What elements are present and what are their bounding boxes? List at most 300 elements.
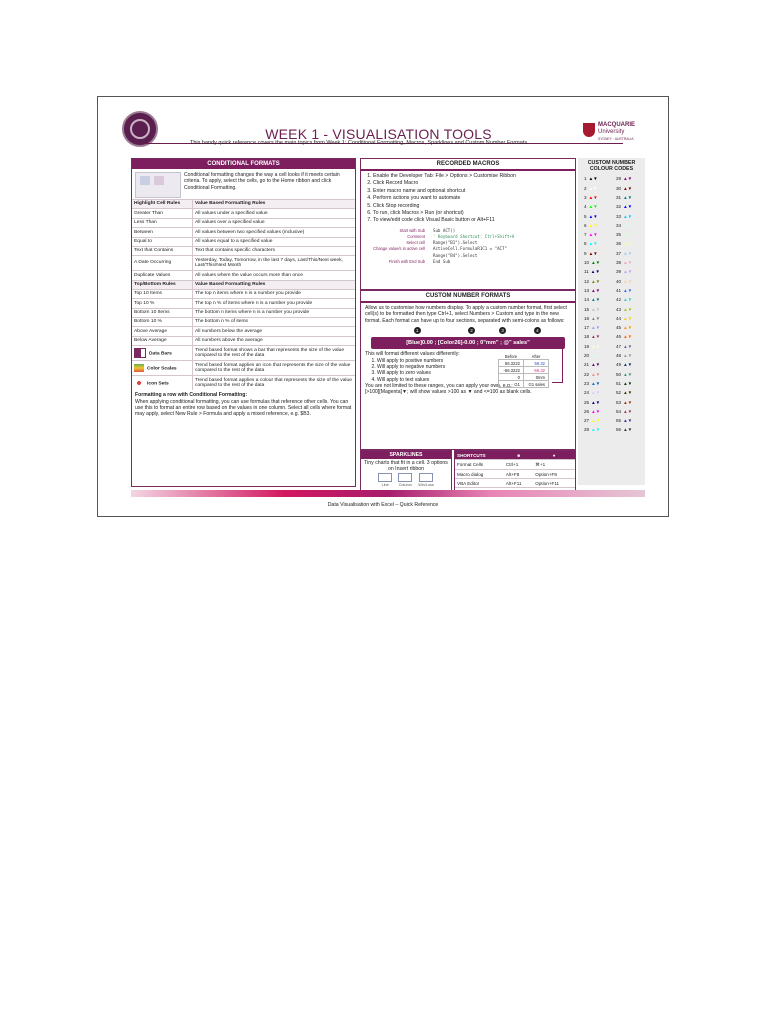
shortcut-mac: ⌘+1 [533,460,575,470]
macro-step: 7. To view/edit code click Visual Basic button or Alt+F11 [373,217,575,224]
colour-code-row [578,324,645,333]
colour-swatch-glyph: ▲▼ [591,297,601,303]
colour-code-left [584,214,598,219]
colour-code-left [584,400,600,405]
rule-description: Value Based Formatting Rules [193,280,356,289]
colour-code-left [584,325,600,330]
colour-code-left [584,372,600,377]
colour-swatch-glyph: ▲▼ [623,408,633,414]
recorded-macros-heading: RECORDED MACROS [361,159,575,171]
page-title: WEEK 1 - VISUALISATION TOOLS [265,126,492,142]
colour-swatch-glyph: ▲▼ [623,222,633,228]
colour-swatch-glyph: ▲▼ [623,195,633,200]
macro-step: 3. Enter macro name and optional shortcut [373,188,575,195]
colour-swatch-glyph: ▲▼ [591,399,601,405]
colour-number: 13 [584,287,590,293]
colour-code-row [578,231,645,240]
format-section-item: 4. Will apply to text values [377,377,571,383]
colour-code-right [616,409,632,414]
sparkline-column-icon [398,473,412,482]
colour-swatch-glyph: ▲▼ [591,362,601,368]
colour-swatch-glyph: ▲▼ [591,287,601,293]
format-lead: This will format different values differently: [365,351,460,358]
format-section-marker: 2 [468,327,475,334]
colour-swatch-glyph: ▲▼ [623,278,633,284]
row-formatting-note [132,390,355,420]
shortcuts-panel [454,450,576,491]
rule-description: The top n items where n is a number you provide [193,289,356,298]
colour-code-right [616,353,632,358]
conditional-formats-intro: Conditional formatting changes the way a cell looks if it meets certain criteria. To apply, select the cells, go to the Home ribbon and click Conditional Formatting. [184,172,340,191]
sparkline-type-column [398,473,412,487]
colour-number: 23 [584,380,590,386]
colour-code-row [578,203,645,212]
colour-code-right [616,390,632,395]
conditional-formatting-ribbon-icon [135,172,181,198]
sparkline-win-loss-icon [419,473,433,482]
colour-code-right [616,232,632,237]
format-note: You are not limited to these ranges, you can apply your own, e.g.: [365,382,513,389]
rule-description: Text that contains specific characters [193,246,356,255]
colour-code-row [578,268,645,277]
rule-section-row [132,280,355,289]
colour-swatch-glyph: ▲▼ [623,232,633,238]
colour-code-right [616,418,632,423]
colour-number: 15 [584,306,590,312]
rule-row [132,289,355,298]
colour-code-right [616,214,632,219]
rule-name: Top/Bottom Rules [132,280,193,289]
rule-name-label: Color Scales [147,366,177,372]
colour-swatch-glyph: ▲▼ [623,241,633,247]
row-formatting-text: When applying conditional formatting, you can use formulas that reference other cells. You can use this to format an entire row based on the values in one column. Select all cells where format may apply, select New Rule > Formula and apply a mixed reference, e.g. $B3. [135,398,352,418]
colour-code-row [578,333,645,342]
shortcut-mac: Option+F8 [533,470,575,479]
after-value: -56.32 [524,367,549,374]
rule-name-label: Icon Sets [147,381,169,387]
rule-row [132,246,355,255]
colour-number: 43 [616,306,622,312]
colour-number: 9 [584,250,587,256]
rule-name: Top 10 Items [132,289,193,298]
colour-code-right [616,204,632,209]
colour-swatch-glyph: ▲▼ [623,315,633,321]
university-sub: University [598,129,625,135]
conditional-formats-panel [131,158,356,487]
rule-row [132,361,355,376]
rule-description: The bottom n % of items [193,318,356,327]
colour-swatch-glyph: ▲▼ [623,371,633,377]
colour-swatch-glyph: ▲▼ [588,213,598,219]
sparkline-type-line [378,473,392,487]
colour-swatch-glyph: ▲▼ [623,390,633,396]
colour-swatch-glyph: ▲▼ [588,222,598,228]
colour-code-right [616,427,632,432]
rule-description: All values over a specified value [193,218,356,227]
before-after-row [499,381,549,388]
rule-name: Greater Than [132,209,193,218]
colour-code-left [584,297,600,302]
colour-code-row [578,296,645,305]
colour-number: 19 [584,343,590,349]
colour-number: 25 [584,399,590,405]
rule-row [132,308,355,317]
before-value: 0 [499,374,524,381]
rule-description: Trend based format applies a colour that represents the size of the value compared to the rest of the data [193,376,356,390]
university-logo [583,121,645,141]
rule-row [132,237,355,246]
colour-code-row [578,259,645,268]
colour-number: 12 [584,278,590,284]
code-line: End Sub [433,258,451,264]
rule-name: Between [132,228,193,237]
colour-swatch-glyph: ▲▼ [623,287,633,293]
rule-description: All values under a specified value [193,209,356,218]
colour-swatch-glyph: ▲▼ [591,334,601,340]
colour-number: 42 [616,297,622,303]
colour-number: 52 [616,390,622,396]
after-value: 0mm [524,374,549,381]
colour-code-left [584,418,600,423]
colour-code-right [616,381,632,386]
conditional-formats-heading: CONDITIONAL FORMATS [132,159,355,169]
code-label: Comment [407,234,425,240]
colour-swatch-glyph: ▲▼ [588,232,598,238]
colour-number: 40 [616,278,622,284]
colour-code-row [578,315,645,324]
colour-code-row [578,343,645,352]
colour-number: 55 [616,418,622,424]
rule-row [132,299,355,308]
shortcut-action: Format Cells [455,460,504,470]
custom-number-formats-heading: CUSTOM NUMBER FORMATS [361,291,575,303]
colour-number: 44 [616,315,622,321]
colour-number: 47 [616,343,622,349]
rule-section-row [132,200,355,209]
colour-code-right [616,269,632,274]
colour-number: 50 [616,371,622,377]
colour-code-right [616,176,632,181]
colour-number: 27 [584,418,590,424]
colour-number: 28 [584,427,590,433]
university-tag: SYDNEY · AUSTRALIA [598,137,634,141]
format-section-item: 3. Will apply to zero values [377,370,571,376]
colour-number: 56 [616,427,622,433]
before-value: 56.3222 [499,360,524,367]
colour-code-row [578,287,645,296]
colour-number: 54 [616,408,622,414]
colour-code-left [584,409,600,414]
colour-swatch-glyph: ▲▼ [623,353,633,359]
colour-number: 14 [584,297,590,303]
colour-code-row [578,175,645,184]
intro-text: This handy quick reference covers the main topics from Week 1: Conditional Formatting, Macros, Sparklines and Custom Number Formats. [190,140,529,146]
colour-code-row [578,278,645,287]
colour-swatch-glyph: ▲▼ [588,250,598,256]
rule-row [132,209,355,218]
colour-code-row [578,426,645,435]
format-example: [>100][Magenta]▼; will show values >100 as ▼ and <=100 as blank cells. [365,389,532,396]
colour-number: 4 [584,204,587,210]
colour-swatch-glyph: ▲▼ [623,325,633,331]
before-after-row [499,367,549,374]
footer-text: Data Visualisation with Excel – Quick Reference [327,502,439,508]
rule-name [132,361,193,376]
before-value: G1 [499,381,524,388]
colour-swatch-glyph: ▲▼ [623,269,633,275]
colour-swatch-glyph: ▲▼ [623,213,633,219]
colour-swatch-glyph: ▲▼ [623,297,633,303]
colour-code-right [616,279,632,284]
code-label: Change value/s in active cell [373,246,425,252]
rule-row [132,256,355,271]
before-after-row [499,374,549,381]
colour-code-left [584,204,598,209]
colour-number: 7 [584,232,587,238]
code-label: Finish with End Sub [388,258,425,264]
colour-code-right [616,334,632,339]
colour-number: 45 [616,325,622,331]
colour-code-right [616,362,632,367]
colour-code-row [578,185,645,194]
rule-row [132,271,355,280]
rule-description: Value Based Formatting Rules [193,200,356,209]
colour-number: 49 [616,362,622,368]
colour-code-left [584,223,598,228]
colour-swatch-glyph: ▲▼ [591,260,601,266]
rule-description: The bottom n items where n is a number you provide [193,308,356,317]
colour-code-left [584,195,598,200]
macro-step: 5. Click Stop recording [373,203,575,210]
format-section-markers [371,326,565,335]
shortcuts-header-row [455,451,575,460]
rule-description: Trend based format applies an icon that represents the size of the value compared to the rest of the data [193,361,356,376]
shortcut-mac: Option+F11 [533,479,575,488]
colour-code-row [578,380,645,389]
shortcut-win: Alt+F8 [504,470,533,479]
shortcuts-table [455,451,575,488]
colour-code-right [616,297,632,302]
colour-code-left [584,288,600,293]
rule-row [132,318,355,327]
colour-code-left [584,251,598,256]
colour-number: 6 [584,222,587,228]
rule-name: Bottom 10 Items [132,308,193,317]
rule-name-label: Data Bars [149,351,172,357]
colour-number: 36 [616,241,622,247]
colour-number: 26 [584,408,590,414]
colour-swatch-glyph: ▲▼ [591,427,601,433]
colour-number: 10 [584,260,590,266]
colour-number: 32 [616,204,622,210]
recorded-macros-panel [360,158,576,290]
conditional-formats-table [132,199,355,390]
colour-swatch-glyph: ▲▼ [623,204,633,210]
before-after-row [499,360,549,367]
rule-name: Bottom 10 % [132,318,193,327]
rule-description: All numbers above the average [193,336,356,345]
rule-name: Less Than [132,218,193,227]
code-line: ActiveCell.FormulaR1C1 = "ACT" [433,246,507,252]
colour-number: 21 [584,362,590,368]
colour-code-row [578,352,645,361]
apple-icon: ● [533,451,575,460]
colour-code-left [584,232,598,237]
colour-number: 3 [584,195,587,200]
colour-code-right [616,316,632,321]
icon-sets-icon [134,379,144,387]
colour-swatch-glyph: ▲▼ [591,408,601,414]
windows-icon: ■ [504,451,533,460]
colour-code-right [616,260,632,265]
colour-number: 53 [616,399,622,405]
rule-description: All numbers below the average [193,327,356,336]
colour-swatch-glyph: ▲▼ [591,353,601,359]
sparklines-heading: SPARKLINES [361,451,451,459]
shortcut-row [455,479,575,488]
before-value: -56.3222 [499,367,524,374]
colour-code-left [584,241,598,246]
format-bracket [552,347,563,383]
colour-code-row [578,389,645,398]
format-section-item: 1. Will apply to positive numbers [377,358,571,364]
macro-code-sample [365,228,571,272]
shortcut-action: VBA Editor [455,479,504,488]
macro-step: 2. Click Record Macro [373,180,575,187]
data-bars-icon [134,348,146,358]
colour-code-left [584,269,600,274]
colour-number: 29 [616,176,622,182]
colour-code-right [616,195,632,200]
rule-description: Trend based format shows a bar that represents the size of the value compared to the rest of the data [193,346,356,361]
rule-name: Above Average [132,327,193,336]
sparkline-types [361,473,451,491]
colour-code-row [578,361,645,370]
colour-swatch-glyph: ▲▼ [591,390,601,396]
colour-swatch-glyph: ▲▼ [623,427,633,433]
rule-name: Equal to [132,237,193,246]
shortcut-row [455,470,575,479]
colour-swatch-glyph: ▲▼ [623,185,633,191]
shortcut-win: Alt+F11 [504,479,533,488]
colour-swatch-glyph: ▲▼ [591,343,601,349]
macro-step: 4. Perform actions you want to automate [373,195,575,202]
colour-code-left [584,186,598,191]
colour-code-right [616,223,632,228]
sparklines-text: Tiny charts that fit in a cell. 3 options on Insert ribbon [364,460,448,473]
rule-row [132,228,355,237]
before-after-table [498,353,549,388]
shortcut-row [455,460,575,470]
row-formatting-heading: Formatting a row with Conditional Formatting: [135,392,248,399]
colour-code-right [616,307,632,312]
rule-description: The top n % of items where n is a number you provide [193,299,356,308]
colour-code-left [584,390,600,395]
colour-swatch-glyph: ▲▼ [588,204,598,210]
rule-description: Yesterday, Today, Tomorrow, in the last 7 days, Last/This/Next week, Last/This/Next Month [193,256,356,271]
university-shield-icon [583,123,595,137]
colour-swatch-glyph: ▲▼ [623,250,633,256]
colour-code-left [584,381,600,386]
custom-number-formats-intro: Allow us to customise how numbers display. To apply a custom number format, first select cell(s) to be formatted then type Ctrl+1, select Numbers > Custom and type in the new format. Each format can have up to four sections, separated with semi-colons as follows: [365,305,567,324]
colour-number: 5 [584,213,587,219]
colour-swatch-glyph: ▲▼ [623,176,633,182]
shortcuts-heading: SHORTCUTS [455,451,504,460]
colour-number: 37 [616,250,622,256]
colour-code-right [616,344,632,349]
colour-code-row [578,250,645,259]
colour-number: 30 [616,185,622,191]
sparkline-line-icon [378,473,392,482]
colour-number: 11 [584,269,589,275]
quick-reference-sheet [97,96,669,517]
rule-description: All values between two specified values (inclusive) [193,228,356,237]
university-name: MACQUARIE [598,122,635,128]
colour-number: 39 [616,269,622,275]
rule-row [132,327,355,336]
colour-codes-list [578,175,645,435]
code-label: Select cell [406,240,425,246]
colour-codes-panel [578,158,645,485]
colour-number: 2 [584,185,587,191]
format-section-marker: 1 [414,327,421,334]
colour-swatch-glyph: ▲▼ [623,399,633,405]
shortcut-action: Macro dialog [455,470,504,479]
decorative-footer-strip [131,490,645,497]
colour-number: 48 [616,353,622,359]
colour-swatch-glyph: ▲▼ [590,269,600,275]
colour-code-left [584,362,600,367]
colour-swatch-glyph: ▲▼ [588,185,598,191]
rule-row [132,336,355,345]
code-line: Range("B1").Select [433,240,478,246]
rule-name [132,346,193,361]
colour-code-row [578,417,645,426]
custom-number-formats-panel [360,290,576,450]
colour-code-left [584,307,600,312]
colour-swatch-glyph: ▲▼ [591,278,601,284]
colour-swatch-glyph: ▲▼ [588,195,598,200]
format-section-marker: 4 [534,327,541,334]
rule-row [132,346,355,361]
colour-code-row [578,213,645,222]
colour-swatch-glyph: ▲▼ [591,306,601,312]
colour-swatch-glyph: ▲▼ [623,362,633,368]
colour-code-left [584,344,600,349]
colour-code-left [584,353,600,358]
colour-number: 33 [616,213,622,219]
rule-description: All values where the value occurs more than once [193,271,356,280]
colour-number: 51 [616,380,622,386]
colour-swatch-glyph: ▲▼ [591,418,601,424]
colour-number: 46 [616,334,622,340]
colour-swatch-glyph: ▲▼ [591,371,601,377]
colour-swatch-glyph: ▲▼ [623,380,633,386]
shortcut-win: Ctrl+1 [504,460,533,470]
colour-number: 22 [584,371,590,377]
colour-code-left [584,427,600,432]
colour-number: 34 [616,222,622,228]
rule-row [132,376,355,390]
colour-swatch-glyph: ▲▼ [623,334,633,340]
color-scales-icon [134,364,144,372]
code-line: ' Keyboard Shortcut: Ctrl+Shift+A [433,234,515,240]
colour-code-row [578,194,645,203]
sparklines-panel [360,450,452,491]
colour-number: 38 [616,260,622,266]
format-section-item: 2. Will apply to negative numbers [377,364,571,370]
colour-code-row [578,222,645,231]
